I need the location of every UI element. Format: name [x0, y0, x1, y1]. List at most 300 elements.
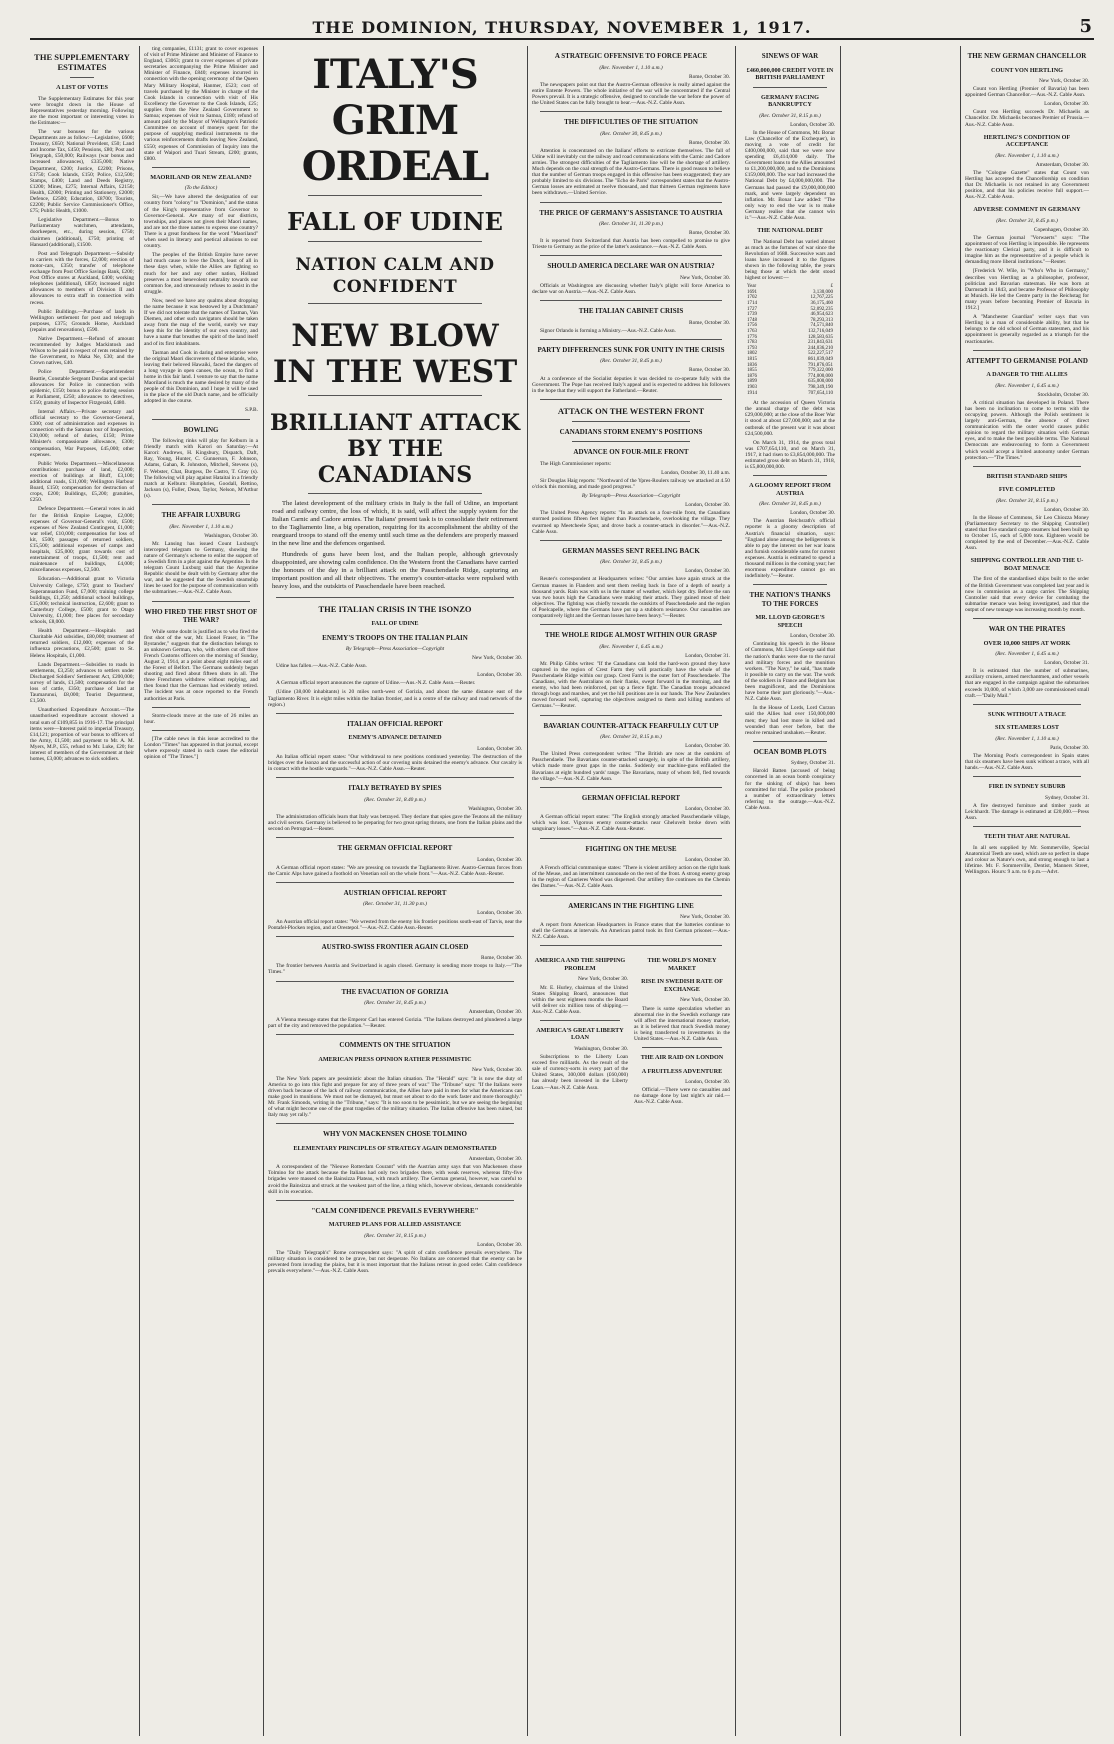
- paragraph: Mr. E. Hurley, chairman of the United States Shipping Board, announces that within the next eighteen months the Board will deliver six million tons of shipping.—Aus.-N.Z. Cable Assn.: [532, 984, 628, 1015]
- paragraph: The administration officials learn that Italy was betrayed. They declare that spies gave the Teutons all the military and civil secrets. Germany is believed to be preparing for two great spring thrusts, one from the Italian plains and the second on Petrograd.—Reuter.: [268, 813, 522, 832]
- paragraph: The following rinks will play for Kelburn in a friendly match with Karori on Saturday:—At Karori: Andrews, H. Kingsbury, Dispatch, Daft, Ray, Young, Hunter, C. Gunnerson, F. Johnson, Adams, Gahan, R. Johnston, Mitchell, Stevens (s), F. Webster, Chat, Burgess, De Castro, T. Gray (s). The following will play against Hataitai in a friendly match at Kelburn: Humphries, Goodall, Rettino, Jackson (s), Fuller, Dean, Taylor, Nelson, M'Arthur (s).: [144, 438, 258, 499]
- divider: [308, 395, 482, 396]
- dateline: (Rec. November 1, 1.10 a.m.): [995, 152, 1059, 159]
- table-cell-amount: 244,036,210: [808, 345, 833, 351]
- table-cell-year: 1914: [747, 390, 757, 396]
- paragraph: Public Buildings.—Purchase of lands in Wellington settlement for post and telegraph purposes, £375; Grounds Home, Auckland (repairs and renovations), £590.: [30, 308, 134, 333]
- headline: THE DIFFICULTIES OF THE SITUATION: [564, 118, 698, 127]
- paragraph: A report from American Headquarters in France states that the batteries continue to shell the Germans at intervals. An American patrol took its first German prisoner.—Aus.-N.Z. Cable Assn.: [532, 922, 730, 941]
- table-cell-year: 1727: [747, 306, 757, 312]
- subheadline: A DANGER TO THE ALLIES: [986, 371, 1068, 379]
- paragraph: Legislative Department.—Bonus to Parliamentary watchmen, attendants, doorkeepers, etc., during session, £750; chairmen (additional), £750; printing of Hansard (additional), £1500.: [30, 217, 134, 248]
- table-cell-amount: 128,583,635: [808, 334, 833, 340]
- paragraph: Harold Batten (accused of being concerned in an ocean bomb conspiracy for the sinking of ships) has been committed for trial. The police produced a number of extraordinary letters referring to the outrage.—Aus.-N.Z. Cable Assn.: [745, 768, 835, 811]
- paragraph: A German official report states: "The English strongly attacked Passchendaele village, which was lost. Vigorous enemy counter-attacks near Gheluvelt broke down with sanguinary losses."—Aus.-N.Z. Cable Assn.-Reuter.: [532, 814, 730, 833]
- placeline: Rome, October 30.: [480, 955, 522, 962]
- headline: COMMENTS ON THE SITUATION: [339, 1041, 451, 1050]
- paragraph: The war bonuses for the various Departments are as follow:—Legislative, £600; Treasury, £650; National Provident, £50; Land and Income Tax, £450; Pensions, £80; Post and Telegraph, £50,000; Railways (war bonus and increased allowances), £335,000; Native Department, £200; Justice, £2200; Prisons, £1750; Cook Islands, £150; Police, £12,500; Stamps, £400; Land and Deeds Registry, £1200; Mines, £275; Internal Affairs, £2150; Health, £2000; Printing and Stationery, £2000; Defence, £2500; Education, £8700; Tourists, £2200; Public Service Commissioner's Office, £75; Public Health, £1000.: [30, 128, 134, 215]
- subheadline: FIVE COMPLETED: [998, 486, 1056, 494]
- column-6: [965, 46, 1089, 1738]
- headline: MAORILAND OR NEW ZEALAND?: [150, 173, 252, 181]
- table-cell-amount: 74,571,840: [810, 323, 833, 329]
- paragraph: The Morning Post's correspondent in Spain states that six steamers have been sunk without a trace, with all hands.—Aus.-N.Z. Cable Assn.: [965, 752, 1089, 772]
- headline: FIRE IN SYDNEY SUBURB: [988, 783, 1066, 791]
- headline: ADVANCE ON FOUR-MILE FRONT: [573, 448, 689, 457]
- placeline: London, October 30.: [477, 1241, 522, 1248]
- page-number: 5: [1079, 16, 1092, 37]
- headline: A GLOOMY REPORT FROM AUSTRIA: [749, 482, 831, 497]
- paragraph: Education.—Additional grant to Victoria University College, £750; grant to Teachers' Superannuation Fund, £7,000; training college buildings, £1,250; additional school buildings, £15,000; technical instruction, £2,600; grant to Canterbury College, £500; grant to Otago University, £1,000; free places for secondary schools, £8,000.: [30, 576, 134, 626]
- subheadline: £460,000,000 CREDIT VOTE IN BRITISH PARLIAMENT: [746, 66, 834, 81]
- debt-table: [745, 284, 835, 396]
- headline: PARTY DIFFERENCES SUNK FOR UNITY IN THE CRISIS: [537, 345, 725, 354]
- subheadline: MATURED PLANS FOR ALLIED ASSISTANCE: [328, 1221, 462, 1229]
- paragraph: The frontier between Austria and Switzerland is again closed. Germany is sending more troops to Italy.—"The Times.": [268, 963, 522, 976]
- paragraph: A "Manchester Guardian" writer says that von Hertling is a man of considerable ability, but that he belongs to the old school of German statesmen, and his appointment is generally regarded as a triumph for the reactionaries.: [965, 314, 1089, 345]
- paragraph: Reuter's correspondent at Headquarters writes: "Our armies have again struck at the German masses in Flanders and sent them reeling back in face of a depth of nearly a thousand yards. Rain was with us in the matter of weather, which kept dry. Before the sun was two hours high the Canadians were making their attack. They gained most of their objectives. The fighting was chiefly towards the outskirts of Passchendaele and the region of Poelcapelle, where the Germans have put up a stubborn resistance. Our casualties are comparatively light and the German losses have been heavy."—Reuter.: [532, 576, 730, 619]
- placeline: Washington, October 30.: [574, 1045, 628, 1052]
- dateline: (Rec. October 31, 8.15 p.m.): [364, 1232, 426, 1239]
- placeline: Washington, October 30.: [468, 805, 522, 812]
- divider: [572, 421, 690, 422]
- divider: [973, 776, 1081, 777]
- subheadline: A FRUITLESS ADVENTURE: [641, 1067, 723, 1075]
- placeline: London, October 30.: [790, 121, 835, 128]
- paragraph: Police Department.—Superintendent Beattie, Constable Sergeant Dundas and special allowances for Police in connection with epidemic, £150; bonus to police during session at Parliament, £250; allowances to detectives, £150; gratuity of Inspector Fitzgerald, £480.: [30, 369, 134, 406]
- headline: THE WORLD'S MONEY MARKET: [647, 957, 717, 972]
- divider: [753, 584, 827, 585]
- paragraph: Continuing his speech in the House of Commons, Mr. Lloyd George said that the nation's thanks were due to the naval and military forces and the munition workers. "The Navy," he said, "has made it possible to carry on the war. The work of the soldiers in France and Belgium has been magnificent, and the Dominions have borne their part gloriously."—Aus.-N.Z. Cable Assn.: [745, 641, 835, 703]
- headline: AMERICANS IN THE FIGHTING LINE: [568, 901, 694, 910]
- headline: SUNK WITHOUT A TRACE: [988, 710, 1066, 718]
- headline: ATTEMPT TO GERMANISE POLAND: [966, 356, 1088, 365]
- divider: [308, 493, 482, 494]
- headline: SHIPPING CONTROLLER AND THE U-BOAT MENACE: [970, 557, 1084, 572]
- divider: [308, 195, 482, 196]
- advertisement: In all sets supplied by Mr. Sommerville, Special Anatomical Teeth are used, which are so perfect in shape and colour as Nature's own, and strong enough to last a lifetime. Mr. F. Sommerville, Dentist, Manners Street, Wellington. Hours: 9 a.m. to 6 p.m.—Advt.: [965, 844, 1089, 875]
- paragraph: In the House of Commons, Sir Leo Chiozza Money (Parliamentary Secretary to the Shipping Controller) stated that five standard cargo steamers had been built up to October 15, each of 5,000 tons. Eighteen would be completed by the end of December.—Aus.-N.Z. Cable Assn.: [965, 514, 1089, 552]
- paragraph: A French official communique states: "There is violent artillery action on the right bank of the Meuse, and an intermittent cannonade on the rest of the front. A strong enemy group in the region of Caurieres Wood was dispersed. Our artillery fire continues on the Chemin des Dames."—Aus.-N.Z. Cable Assn.: [532, 865, 730, 890]
- divider: [152, 601, 250, 602]
- paragraph: It is estimated that the number of submarines, auxiliary cruisers, armed merchantmen, and other vessels that are engaged in the campaign against the submarines exceeds 10,000, of which 3,000 are commissioned small craft.—"Daily Mail.": [965, 668, 1089, 699]
- table-cell-year: 1899: [747, 379, 757, 385]
- sub-column: [634, 951, 730, 1108]
- subheadline: FALL OF UDINE: [371, 620, 419, 627]
- paragraph: A critical situation has developed in Poland. There has been no inclination to come to terms with the occupying powers. Although the Polish sentiment is largely anti-German, the absence of direct communication with the outer world causes public opinion to regard the military situation with German eyes, and to make the best possible terms. The National Democrats are endeavouring to form a Government which would accept a limited autonomy under German protection.—"The Times.": [965, 399, 1089, 461]
- divider: [540, 399, 722, 400]
- column-1: [30, 46, 134, 1738]
- headline: FALL OF UDINE: [287, 207, 503, 236]
- paragraph: The New York papers are pessimistic about the Italian situation. The "Herald" says: "It is now the duty of America to go into this fight and prepare for any of three years of war." The "Tribune" says: "If the Italians were driven back because of the lack of railway communication, the Allies have paid in men for what the Americans can make good in munitions. We must not be dismayed, but must set about to do the work faster and more thoroughly." Mr. Frank Simonds, writing in the "Tribune," says: "It is too soon to be pessimistic, but we are seeing the beginning of what might become one of the great tragedies of the military situation. The Italian offensive has been ruined, but Italy may yet rally.": [268, 1075, 522, 1119]
- divider: [572, 441, 690, 442]
- paragraph: Hundreds of guns have been lost, and the Italian people, although grievously disappointed, are showing calm confidence. On the Western front the Canadians have carried the honours of the day in a brilliant attack on the Passchendaele Ridge, capturing an important position and all their objectives. The enemy's counter-attacks were repulsed with heavy loss, and the outskirts of Passchendaele have been reached.: [272, 551, 518, 590]
- lead-summary: [272, 500, 518, 591]
- placeline: Copenhagen, October 30.: [1033, 226, 1089, 233]
- paragraph: Defence Department.—General votes in aid for the British Empire League, £2,000; expenses of Governor-General's visit, £500; expenses of New Zealand Contingent, £1,000; war relief, £10,000; compensation for loss of kit, £500; passages of returned soldiers, £15,500; additional expenses of camps and hospitals, £25,000; grant towards cost of entertainment of troops, £1,500; rent and maintenance of buildings, £4,000; miscellaneous expenses, £2,500.: [30, 506, 134, 574]
- column-rule: [527, 46, 528, 1736]
- table-cell-amount: 52,092,235: [810, 306, 833, 312]
- headline: GERMANY FACING BANKRUPTCY: [761, 93, 819, 108]
- headline: THE SUPPLEMENTARY ESTIMATES: [34, 52, 130, 72]
- headline: THE AFFAIR LUXBURG: [161, 511, 241, 519]
- paragraph: The United Press correspondent writes: "The British are now at the outskirts of Passchendaele. The Bavarians counter-attacked savagely, in spite of the British artillery, which made more great gaps in the ranks. Suddenly our machine-guns enfiladed the Bavarians at eight hundred yards' range. The Bavarians, many of whom fell, fled towards the village."—Aus.-N.Z. Cable Assn.: [532, 751, 730, 782]
- subheadline: ENEMY'S ADVANCE DETAINED: [348, 734, 442, 742]
- dateline: (Rec. November 1, 6.45 a.m.): [995, 651, 1059, 658]
- placeline: Rome, October 30.: [688, 73, 730, 80]
- dateline: (Rec. October 31, 8.15 p.m.): [996, 497, 1058, 504]
- headline: SINEWS OF WAR: [761, 52, 819, 60]
- paragraph: The United Press Agency reports: "In an attack on a four-mile front, the Canadians stormed positions fifteen feet higher than Passchendaele, overlooking the village. They swarmed up Meetcheele Spur, and drove back a counter-attack in disorder."—Aus.-N.Z. Cable Assn.: [532, 510, 730, 535]
- table-cell-year: 1783: [747, 340, 757, 346]
- placeline: Sydney, October 31.: [791, 760, 835, 767]
- paragraph: Sir,—We have altered the designation of our country from "colony" to "Dominion," and the status of the King's representative from Governor to Governor-General. Are many of our districts, townships, and places not given their Maori names, and are not the three names to express one country? There is a great fondness for the word "Maoriland" when used in literary and poetical allusions to our country.: [144, 194, 258, 250]
- dateline: (Rec. October 31, 8.15 p.m.): [600, 734, 662, 741]
- headline: GERMAN MASSES SENT REELING BACK: [562, 546, 700, 555]
- headline: WAR ON THE PIRATES: [988, 625, 1066, 634]
- dateline: (Rec. October 31, 8.45 p.m.): [759, 501, 821, 508]
- dateline: (Rec. October 31, 8.45 p.m.): [996, 217, 1058, 224]
- paragraph: The "Cologne Gazette" states that Count von Hertling has accepted the Chancellorship on condition that Dr. Michaelis is not retained in any Government position, and that his policies receive full support.—Aus.-N.Z. Cable Assn.: [965, 169, 1089, 201]
- table-cell-amount: 798,349,190: [808, 384, 833, 390]
- signature: S.P.B.: [244, 407, 258, 414]
- table-cell-amount: 3,130,000: [813, 289, 833, 295]
- headline: AMERICA'S GREAT LIBERTY LOAN: [536, 1026, 624, 1042]
- divider: [276, 837, 514, 838]
- headline: THE ITALIAN CRISIS IN THE ISONZO: [318, 604, 472, 614]
- table-cell-amount: 707,654,110: [808, 390, 833, 396]
- dateline: (Rec. October 31, 8.45 p.m.): [600, 559, 662, 566]
- paragraph: The German journal "Vorwaerts" says: "The appointment of von Hertling is impossible. He represents the reactionary Clerical party, and it is difficult to imagine him as the representative of a people which is demanding more liberal institutions."—Reuter.: [965, 235, 1089, 266]
- paragraph: It is reported from Switzerland that Austria has been compelled to promise to give Trieste to Germany as the price of the latter's assistance.—Aus.-N.Z. Cable Assn.: [532, 238, 730, 251]
- placeline: London, October 30.: [685, 568, 730, 575]
- divider: [276, 981, 514, 982]
- dateline: (Rec. November 1, 1.10 a.m.): [599, 64, 663, 71]
- paragraph: While some doubt is justified as to who fired the first shot of the war, Mr. Lionel Fraser, in "The Bystander," suggests that the distinction belongs to an unknown German, who, with others cut off three French Customs officers on the morning of Sunday, August 2, 1914, at a point about eight miles east of the Forest of Belfort. The Germans suddenly began shooting and fired about fifteen shots in all. The three Frenchmen withdrew without replying, and then found that the Germans had evidently retired. The incident was at once reported to the French authorities at Paris.: [144, 628, 258, 702]
- placeline: London, October 30, 11.40 a.m.: [661, 469, 730, 476]
- divider: [152, 707, 250, 708]
- placeline: Washington, October 30.: [204, 532, 258, 539]
- divider: [753, 87, 827, 88]
- divider: [540, 1020, 620, 1021]
- headline: BAVARIAN COUNTER-ATTACK FEARFULLY CUT UP: [543, 721, 719, 730]
- headline: THE NATION'S THANKS TO THE FORCES: [749, 591, 831, 608]
- table-row: [745, 391, 835, 397]
- placeline: New York, October 30.: [471, 655, 522, 662]
- paragraph: (Udine (38,000 inhabitants) is 20 miles north-west of Gorizia, and about the same distance east of the Tagliamento River. It is eight miles within the Italian frontier, and is a centre of the railway and road network of the region.): [268, 689, 522, 708]
- dateline: (Rec. October 31, 8.45 p.m.): [600, 358, 662, 365]
- table-cell-amount: 779,322,000: [808, 368, 833, 374]
- headline: NEW BLOW IN THE WEST: [272, 318, 518, 390]
- divider: [973, 350, 1081, 351]
- paragraph: Official.—There were no casualties and no damage done by last night's air raid.—Aus.-N.Z. Cable Assn.: [634, 1087, 730, 1106]
- paragraph: The Supplementary Estimates for this year were brought down in the House of Representatives yesterday morning. Following are the most important or interesting votes in the Estimates:—: [30, 95, 134, 126]
- divider: [540, 111, 722, 112]
- placeline: Rome, October 30.: [688, 139, 730, 146]
- placeline: New York, October 30.: [471, 1067, 522, 1074]
- paragraph: At the accession of Queen Victoria the annual charge of the debt was £29,000,000; at the close of the Boer War it stood at about £27,000,000; and at the outbreak of the present war it was about £24,500,000.: [745, 400, 835, 437]
- headline: THE PRICE OF GERMANY'S ASSISTANCE TO AUSTRIA: [539, 208, 723, 217]
- paragraph: The newspapers point out that the Austro-German offensive is really aimed against the entire Entente Powers. The whole initiative of the war will be concentrated if the Central Powers prevail. It is a strategic offensive, designed to conclude the war before the power of the United States can be fully brought to bear.—Aus.-N.Z. Cable Assn.: [532, 81, 730, 106]
- headline: ATTACK ON THE WESTERN FRONT: [557, 405, 705, 416]
- paragraph: [Frederick W. Wile, in "Who's Who in Germany," describes von Hertling as a philosopher, professor, politician and Bavarian statesman. He was born at Darmstadt in 1843, and became Professor of Philosophy at Munich. He led the Centre party in the Reichstag for many years before becoming Premier of Bavaria in 1912.]: [965, 268, 1089, 312]
- table-cell-amount: 522,227,517: [808, 351, 833, 357]
- paragraph: At a conference of the Socialist deputies it was decided to co-operate fully with the Government. The Pope has received Italy's appeal and is expected to address his followers in the hope that they will support the Fatherland.—Reuter.: [532, 375, 730, 394]
- dateline: (To the Editor.): [184, 185, 218, 192]
- divider: [540, 339, 722, 340]
- divider: [973, 618, 1081, 619]
- headline: FIGHTING ON THE MEUSE: [585, 844, 677, 853]
- subheadline: MR. LLOYD GEORGE'S SPEECH: [755, 614, 825, 629]
- divider: [70, 77, 94, 78]
- divider: [276, 777, 514, 778]
- subheadline: COUNT VON HERTLING: [991, 66, 1063, 74]
- headline: THE NATIONAL DEBT: [757, 227, 823, 235]
- placeline: Amsterdam, October 30.: [468, 1009, 522, 1016]
- placeline: London, October 30.: [1044, 101, 1089, 108]
- placeline: London, October 30.: [790, 510, 835, 517]
- divider: [973, 704, 1081, 705]
- paragraph: A Vienna message states that the Emperor Carl has entered Gorizia. "The Italians destroyed and plundered a large part of the city and removed the population."—Reuter.: [268, 1017, 522, 1030]
- column-rule: [735, 46, 736, 1736]
- dateline: (Rec. October 31, 11.30 p.m.): [363, 901, 427, 908]
- headline: THE GERMAN OFFICIAL REPORT: [337, 844, 453, 853]
- paragraph: Mr. Philip Gibbs writes: "If the Canadians can hold the hard-won ground they have captured in the region of Crest Farm they will practically have the whole of the Passchendaele Ridge within our grasp. Crest Farm is the outer fort of Passchendaele. The Canadians, with the Australians on their flanks, swept forward in the morning, and the enemy, who had been reinforced, put up a fierce fight. The Canadian troops advanced through bogs and marshes, and yet the hill positions are in our hands. The New Zealanders moved forward well, capturing the objectives assigned to them and killing numbers of Germans."—Reuter.: [532, 660, 730, 710]
- newspaper-title: THE DOMINION, THURSDAY, NOVEMBER 1, 1917.: [312, 18, 812, 37]
- headline: BOWLING: [183, 425, 219, 434]
- placeline: London, October 30.: [477, 672, 522, 679]
- subheadline: RISE IN SWEDISH RATE OF EXCHANGE: [641, 978, 723, 993]
- table-cell-year: 1763: [747, 329, 757, 334]
- table-header: Year: [747, 284, 757, 290]
- placeline: London, October 30.: [790, 633, 835, 640]
- paragraph: Now, need we have any qualms about dropping the name because it was bestowed by a Dutchman? If we did not tolerate that the names of Tasman, Van Diemen, and other such navigators should be taken away from the map of the world, surely we may keep this for the identity of our own country, and have a name that breathes the spirit of the land itself and of its first inhabitants.: [144, 297, 258, 347]
- divider: [642, 1047, 722, 1048]
- table-cell-amount: 46,954,623: [810, 312, 833, 318]
- credit-line: By Telegraph—Press Association—Copyright: [345, 646, 445, 652]
- divider: [276, 1034, 514, 1035]
- placeline: New York, October 30.: [679, 914, 730, 921]
- table-cell-year: 1748: [747, 317, 757, 323]
- headline: ADVERSE COMMENT IN GERMANY: [973, 206, 1081, 214]
- dateline: (Rec. November 1, 1.10 a.m.): [995, 735, 1059, 742]
- divider: [276, 1123, 514, 1124]
- table-cell-amount: 36,175,460: [810, 301, 833, 307]
- table-cell-year: 1815: [747, 356, 757, 362]
- paragraph: Public Works Department.—Miscellaneous contributions: purchase of land, £2,000; erection of buildings at Bluff, £3,100; additional roads, £11,000; Wellington Harbour Board, £150; compensation for destruction of crops, £200; Buildings, £5,200; gratuities, £250.: [30, 460, 134, 504]
- headline: ENEMY'S TROOPS ON THE ITALIAN PLAIN: [322, 633, 468, 642]
- table-cell-year: 1776: [747, 334, 757, 340]
- headline: WHO FIRED THE FIRST SHOT OF THE WAR?: [144, 607, 258, 625]
- dateline: (Rec. October 30, 8.45 p.m.): [600, 130, 662, 137]
- headline: HERTLING'S CONDITION OF ACCEPTANCE: [983, 133, 1071, 149]
- divider: [753, 741, 827, 742]
- headline: THE WHOLE RIDGE ALMOST WITHIN OUR GRASP: [545, 631, 717, 640]
- table-cell-year: 1691: [747, 289, 757, 295]
- divider: [540, 300, 722, 301]
- headline: SHOULD AMERICA DECLARE WAR ON AUSTRIA?: [547, 262, 715, 271]
- paragraph: Native Department.—Refund of amount recommended by Judges Mackintosh and Wilson to be paid in respect of rents retained by the Government, to Maka Ne, £30; and the Crown natives, £40.: [30, 335, 134, 367]
- headline: ITALIAN OFFICIAL REPORT: [347, 719, 443, 728]
- divider: [540, 838, 722, 839]
- divider: [540, 715, 722, 716]
- paragraph: Unauthorised Expenditure Account.—The unauthorised expenditure account showed a total sum of £109,855 in 1916-17. The principal items were—Interest paid to imperial Treasury, £14,121; proportion of war bonus to officers of the Army, £1,500; and payment to Mr. A. M. Myers, M.P., £55, refund to Mr. Luke, £20; for interest of members of the Government at their homes, £3,000; advances to sick soldiers.: [30, 707, 134, 763]
- divider: [540, 624, 722, 625]
- paragraph: On March 31, 1914, the gross total was £707,654,110, and on March 31, 1917, it had risen to £3,854,000,000. The estimated gross debt on March 31, 1918, is £5,800,000,000.: [745, 439, 835, 471]
- divider: [540, 255, 722, 256]
- placeline: London, October 30.: [685, 502, 730, 509]
- placeline: London, October 31.: [1044, 660, 1089, 667]
- paragraph: A German official report states: "We are pressing on towards the Tagliamento River. Austro-German forces from the Carnic Alps have gained a foothold on Venetian soil on the whole front."—Aus.-N.Z. Cable Assn.-Reuter.: [268, 864, 522, 877]
- paragraph: Lands Department.—Subsidies to roads in settlements, £3,250; advances to settlers under Discharged Soldiers' Settlement Act, £200,000; survey of lands, £1,500; compensation for the loss of cattle, £350; purchase of land at Taumarunui, £8,000; Tourist Department, £1,500.: [30, 661, 134, 705]
- paragraph: A German official report announces the capture of Udine.—Aus.-N.Z. Cable Assn.—Reuter.: [276, 680, 476, 687]
- divider: [276, 597, 514, 598]
- column-rule: [263, 46, 264, 1736]
- paragraph: Storm-clouds move at the rate of 26 miles an hour.: [144, 712, 258, 725]
- column-2: [144, 46, 258, 1738]
- dateline: (Rec. October 31, 8.15 p.m.): [759, 112, 821, 119]
- column-5: [745, 46, 835, 1738]
- headline: TEETH THAT ARE NATURAL: [984, 833, 1070, 841]
- table-cell-year: 1714: [747, 301, 757, 307]
- headline: GERMAN OFFICIAL REPORT: [581, 793, 681, 802]
- placeline: Rome, October 30.: [688, 319, 730, 326]
- placeline: Amsterdam, October 30.: [1035, 161, 1089, 168]
- divider: [276, 936, 514, 937]
- placeline: London, October 30.: [1044, 506, 1089, 513]
- paragraph: A correspondent of the "Nieuwe Rotterdam Courant" with the Austrian army says that von Mackensen chose Tolmino for the attack because the Italians had only two brigades there, with weak reserves, whereas fifty-five brigades were massed on the Bainsizza Plateau, with much artillery. The German general, however, was careful to avoid the Bainsizza and struck at the weakest part of the line, a thing which, however obvious, demands considerable skill in its execution.: [268, 1164, 522, 1195]
- table-cell-amount: 132,716,049: [808, 329, 833, 334]
- sub-column: [532, 951, 628, 1108]
- divider: [540, 945, 722, 946]
- subheadline: OVER 10,000 SHIPS AT WORK: [983, 639, 1071, 647]
- paragraph: The latest development of the military crisis in Italy is the fall of Udine, an important road and railway centre, the loss of which, it is said, will affect the supply system for the Italian Carnic and Cadore armies. The Italians' present task is to consolidate their retirement to the Tagliamento line, a big operation, requiring for its accomplishment the ability of the rearguard troops to stand off the enemy until such time as the defenders are properly massed in the new line and the defences organised.: [272, 500, 518, 547]
- column-4: [532, 46, 730, 1738]
- paragraph: Post and Telegraph Department.—Subsidy to carriers with the forces, £2,000; erection of motor-cars, £350; transfer of telephone exchange from Post Office Savings Bank, £200; Post Office stores at Auckland, £400; working telephones (additional), £850; increased night allowances to members of Division II and allowances to extra staff in connection with recess.: [30, 250, 134, 306]
- headline: AUSTRIAN OFFICIAL REPORT: [343, 888, 447, 897]
- table-cell-year: 1836: [747, 362, 757, 368]
- masthead: [30, 16, 1094, 40]
- subheadline: SIX STEAMERS LOST: [995, 724, 1059, 732]
- headline: BRITISH STANDARD SHIPS: [986, 472, 1068, 480]
- placeline: Stockholm, October 30.: [1037, 391, 1089, 398]
- column-3: [268, 46, 522, 1738]
- headline: WHY VON MACKENSEN CHOSE TOLMINO: [323, 1130, 467, 1139]
- headline: BRILLIANT ATTACK BY THE CANADIANS: [270, 410, 520, 488]
- table-cell-amount: 774,000,000: [808, 373, 833, 379]
- table-cell-amount: 12,767,225: [810, 295, 833, 301]
- placeline: London, October 30.: [685, 857, 730, 864]
- paragraph: Health Department.—Hospitals and Charitable Aid subsidies, £80,000; treatment of returned soldiers, £12,000; expenses of the influenza precautions, £2,500; grant to St. Helens Hospitals, £1,000.: [30, 628, 134, 659]
- table-cell-amount: 791,876,051: [808, 362, 833, 368]
- paragraph: There is some speculation whether an abnormal rise in the Swedish exchange rate will affect the international money market, as it is believed that much Swedish money is being transferred to investments in the United States.—Aus.-N.Z. Cable Assn.: [634, 1005, 730, 1042]
- paragraph: The peoples of the British Empire have never had much cause to love the Dutch, least of all in these days when, while the Allies are fighting so much for her and any other nation, Holland preserves a most benevolent neutrality towards our common foe, and strenuously refuses to assist in the struggle.: [144, 252, 258, 295]
- credit-line: By Telegraph—Press Association—Copyright: [581, 493, 681, 500]
- table-cell-year: 1876: [747, 373, 757, 379]
- headline: NATION CALM AND CONFIDENT: [295, 255, 495, 297]
- divider: [276, 1200, 514, 1201]
- headline: THE ITALIAN CABINET CRISIS: [578, 307, 684, 316]
- placeline: London, October 30.: [685, 743, 730, 750]
- paragraph: Udine has fallen.—Aus.-N.Z. Cable Assn.: [276, 663, 367, 670]
- paragraph: An Italian official report states: "Our withdrawal to new positions continued yesterday. The destruction of the bridges over the Isonzo and the successful action of our covering units detained the enemy's advance. Our cavalry is in contact with the hostile vanguards."—Aus.-N.Z. Cable Assn.—Reuter.: [268, 753, 522, 773]
- table-cell-year: 1802: [747, 351, 757, 357]
- paragraph: Count von Hertling (Premier of Bavaria) has been appointed German Chancellor.—Aus.-N.Z. Cable Assn.: [965, 86, 1089, 99]
- paragraph: In the House of Commons, Mr. Bonar Law (Chancellor of the Exchequer), in moving a vote of credit for £400,000,000, said that we were now spending £6,414,000 daily. The Government loans to the Allies amounted to £1,200,000,000, and to the Dominions £159,000,000. The war had increased the National Debt by £4,000,000,000. The Germans had passed the £9,000,000,000 mark, and were largely dependent on inflation. Mr. Bonar Law added: "The only way to end the war is to make Germany realise that she cannot win it."—Aus.-N.Z. Cable Assn.: [745, 129, 835, 221]
- paragraph: Internal Affairs.—Private secretary and official secretary to the Governor-General, £300; cost of administration and expenses in connection with the Samoan tour of Inspection, £10,000; refund of duties, £150; Prime Minister's compassionate allowance, £300; compensation, War Purposes, £45,000; other expenses.: [30, 409, 134, 458]
- placeline: Sydney, October 31.: [1045, 794, 1089, 801]
- divider: [973, 466, 1081, 467]
- column-rule: [139, 46, 140, 1736]
- headline: OCEAN BOMB PLOTS: [753, 747, 827, 756]
- divider: [973, 826, 1081, 827]
- placeline: Rome, October 30.: [688, 230, 730, 237]
- split-section: [532, 951, 730, 1108]
- column-rule: [840, 46, 841, 1736]
- placeline: New York, October 30.: [577, 976, 628, 983]
- subheadline: ELEMENTARY PRINCIPLES OF STRATEGY AGAIN DEMONSTRATED: [293, 1144, 497, 1152]
- divider: [152, 730, 250, 731]
- headline: A STRATEGIC OFFENSIVE TO FORCE PEACE: [554, 52, 708, 60]
- divider: [540, 202, 722, 203]
- headline: THE AIR RAID ON LONDON: [640, 1054, 724, 1062]
- table-body: [745, 290, 835, 396]
- paragraph: The first of the standardised ships built to the order of the British Government was completed last year and is now in commission as a cargo carrier. The Shipping Controller said that every device for combating the submarine menace was being investigated, and that the output of new tonnage was increasing month by month.: [965, 576, 1089, 613]
- dateline: (Rec. October 31, 8.40 p.m.): [364, 796, 426, 803]
- placeline: London, October 30.: [477, 910, 522, 917]
- paragraph: Tasman and Cook in daring and enterprise were the original Maori discoverers of these islands, who, leaving their beloved Hawaiki, faced the dangers of a long voyage in open canoes, the ocean, to find a home in this fair land. I venture to say that the name Maoriland is much the name desired by many of the people of this Dominion, and I hope it will be used in the place of the old Dutch name, and be officially adopted in due course.: [144, 349, 258, 405]
- placeline: Paris, October 30.: [1050, 744, 1089, 751]
- divider: [753, 475, 827, 476]
- divider: [152, 167, 250, 168]
- table-cell-year: 1702: [747, 295, 757, 301]
- main-headline: ITALY'S GRIM ORDEAL: [301, 51, 489, 190]
- paragraph: An Austrian official report states: "We wrested from the enemy his frontier positions south-east of Tarvis, near the Pontafel-Plocken region, and at Orestepol."—Aus.-N.Z. Cable Assn.-Reuter.: [268, 918, 522, 931]
- paragraph: The "Daily Telegraph's" Rome correspondent says: "A spirit of calm confidence prevails everywhere. The military situation is considered to be grave, but not desperate. No Italians are concerned that the enemy can be prevented from invading the plains, but it is most important that the Italians retreat in good order. Calm confidence prevails everywhere."—Aus.-N.Z. Cable Assn.: [268, 1249, 522, 1275]
- placeline: Rome, October 30.: [688, 367, 730, 374]
- headline: THE EVACUATION OF GORIZIA: [341, 987, 449, 996]
- paragraph: Attention is concentrated on the Italians' efforts to extricate themselves. The fall of Udine will inevitably cut the railway and road communications with the Carnic and Cadore armies. The strongest difficulties of the Tagliamento line will be the shortage of artillery. Much depends on the coal strength of the Austro-Germans. There is good reason to believe that the number of German troops engaged in this offensive has been exaggerated; they are probably limited to six divisions. The "Echo de Paris" correspondent states that the Austro-German losses are estimated at twelve thousand, and that thirteen German regiments have been withdrawn.—United Service.: [532, 147, 730, 197]
- subheadline: AMERICAN PRESS OPINION RATHER PESSIMISTIC: [318, 1055, 472, 1063]
- paragraph: Count von Hertling succeeds Dr. Michaelis as Chancellor. Dr. Michaelis becomes Premier of Prussia.—Aus.-N.Z. Cable Assn.: [965, 109, 1089, 128]
- placeline: London, October 31.: [685, 652, 730, 659]
- divider: [276, 882, 514, 883]
- paragraph: Signor Orlando is forming a Ministry.—Aus.-N.Z. Cable Assn.: [540, 327, 676, 334]
- table-cell-amount: 231,843,631: [808, 340, 833, 346]
- divider: [540, 787, 722, 788]
- table-cell-year: 1855: [747, 368, 757, 374]
- paragraph: The National Debt has varied almost as much as the fortunes of war since the Revolution of 1688. Successive wars and loans have increased it to the figures shown in the following table, the years being those at which the debt stood highest or lowest:—: [745, 238, 835, 282]
- dateline: (Rec. November 1, 1.10 a.m.): [169, 523, 233, 530]
- dateline: (Rec. November 1, 6.45 a.m.): [995, 382, 1059, 389]
- placeline: London, October 30.: [477, 745, 522, 752]
- divider: [152, 504, 250, 505]
- column-rule: [960, 46, 961, 1736]
- paragraph: Mr. Lansing has issued Count Luxburg's intercepted telegram to Germany, showing the nature of Germany's scheme to enlist the support of a Swedish firm in a plot against the Argentine. In the telegram Count Luxburg said that the Argentine Republic should be dealt with by Germany after the war, and he suggested that the Swedish steamship lines be used for the purpose of communication with the submarines.—Aus.-N.Z. Cable Assn.: [144, 540, 258, 596]
- table-cell-year: 1739: [747, 312, 757, 318]
- table-cell-year: 1756: [747, 323, 757, 329]
- footnote: [The cable news in this issue accredited to the London "Times" has appeared in that journal, except where expressly stated in such cases the editorial opinion of "The Times."]: [144, 735, 258, 761]
- divider: [152, 419, 250, 420]
- dateline: (Rec. October 31, 11.30 p.m.): [599, 221, 663, 227]
- table-cell-year: 1793: [747, 345, 757, 351]
- divider: [308, 303, 482, 304]
- subheadline: A LIST OF VOTES: [56, 84, 108, 91]
- headline: ITALY BETRAYED BY SPIES: [348, 784, 442, 793]
- paragraph: In the House of Lords, Lord Curzon said the Allies had over 150,000,000 men; they had lost more in killed and wounded than ever before, but the resolve remained unshaken.—Reuter.: [745, 705, 835, 736]
- placeline: New York, October 30.: [679, 997, 730, 1004]
- paragraph: The High Commissioner reports:: [540, 460, 612, 467]
- headline: THE NEW GERMAN CHANCELLOR: [967, 52, 1087, 60]
